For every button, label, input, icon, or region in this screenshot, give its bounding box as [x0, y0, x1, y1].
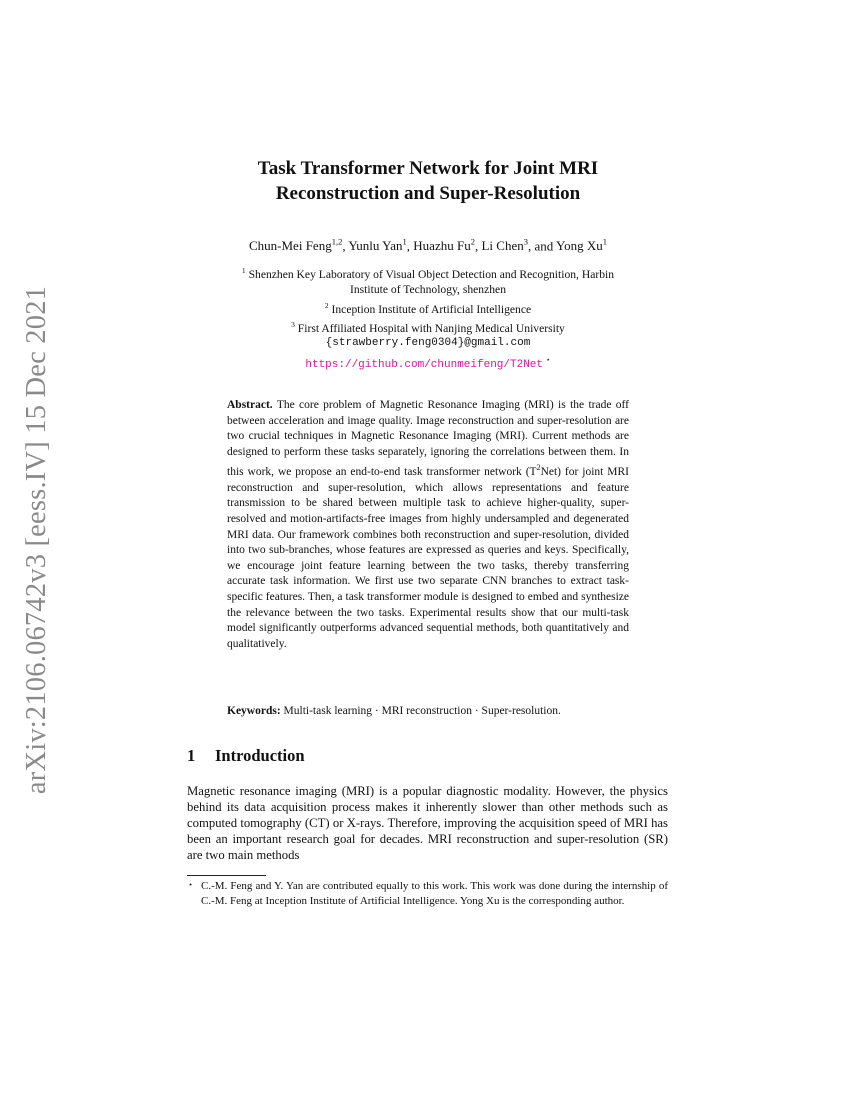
code-repository-link[interactable]: https://github.com/chunmeifeng/T2Net	[305, 358, 544, 371]
paper-title	[150, 156, 706, 206]
author: Yunlu Yan$^1$	[348, 237, 407, 254]
author: Chun-Mei Feng$^{1,2}$	[249, 237, 343, 254]
arxiv-identifier-stamp: arXiv:2106.06742v3 [eess.IV] 15 Dec 2021	[21, 285, 52, 795]
section-heading-introduction: 1 Introduction	[187, 746, 305, 765]
contact-email: {strawberry.feng0304}@gmail.com	[325, 337, 531, 350]
keywords-text: Multi-task learning · MRI reconstruction · Super-resolution.	[283, 705, 561, 717]
author-list: Chun-Mei Feng$^{1,2}$, Yunlu Yan$^1$, Huazhu Fu$^2$, Li Chen$^3$, and Yong Xu$^1$	[249, 237, 607, 254]
affiliations	[170, 263, 686, 373]
title-line-1: Task Transformer Network for Joint MRI	[257, 158, 599, 179]
keywords	[227, 704, 629, 719]
author: Huazhu Fu$^2$	[413, 237, 475, 254]
author: Yong Xu$^1$	[556, 237, 607, 254]
affiliation-3: $^3$ First Affiliated Hospital with Nanjing Medical University	[291, 319, 565, 335]
code-link-line: https://github.com/chunmeifeng/T2Net ⋆	[305, 354, 551, 371]
keywords-label: Keywords:	[227, 705, 281, 717]
footnote-mark: ⋆	[188, 880, 194, 889]
abstract-label: Abstract.	[227, 399, 273, 411]
title-line-2: Reconstruction and Super-Resolution	[275, 183, 581, 204]
author: Li Chen$^3$	[481, 237, 528, 254]
abstract: Abstract. The core problem of Magnetic Resonance Imaging (MRI) is the trade off between acceleration and image quality. Image reconstruction and super-resolution are two crucial techniques in Magnetic Resonance Imaging (MRI). Current methods are designed to perform these tasks separately, ignoring the correlations between them. In this work, we propose an end-to-end task transformer network $(T^2Net)$ for joint MRI reconstruction and super-resolution, which allows representations and feature transmission to be shared between multiple task to achieve higher-quality, super-resolved and motion-artifacts-free images from highly undersampled and degenerated MRI data. Our framework combines both reconstruction and super-resolution, divided into two sub-branches, whose features are expressed as queries and keys. Specifically, we encourage joint feature learning between the two tasks, thereby transferring accurate task information. We first use two separate CNN branches to extract task-specific features. Then, a task transformer module is designed to embed and synthesize the relevance between the two tasks. Experimental results show that our multi-task model significantly outperforms advanced sequential methods, both quantitatively and qualitatively.	[227, 399, 629, 650]
introduction-paragraph: Magnetic resonance imaging (MRI) is a popular diagnostic modality. However, the physics behind its data acquisition process makes it inherently slower than other methods such as computed tomography (CT) or X-rays. Therefore, improving the acquisition speed of MRI has been an important research goal for decades. MRI reconstruction and super-resolution (SR) are two main methods	[187, 784, 668, 862]
footnote: ⋆ C.-M. Feng and Y. Yan are contributed equally to this work. This work was done during the internship of C.-M. Feng at Inception Institute of Artificial Intelligence. Yong Xu is the corresponding author.	[201, 879, 668, 910]
affiliation-1-cont: Institute of Technology, shenzhen	[350, 283, 506, 297]
affiliation-1: $^1$ Shenzhen Key Laboratory of Visual Object Detection and Recognition, Harbin	[241, 266, 615, 281]
footnote-divider	[187, 875, 266, 876]
affiliation-2: $^2$ Inception Institute of Artificial Intelligence	[324, 300, 532, 316]
